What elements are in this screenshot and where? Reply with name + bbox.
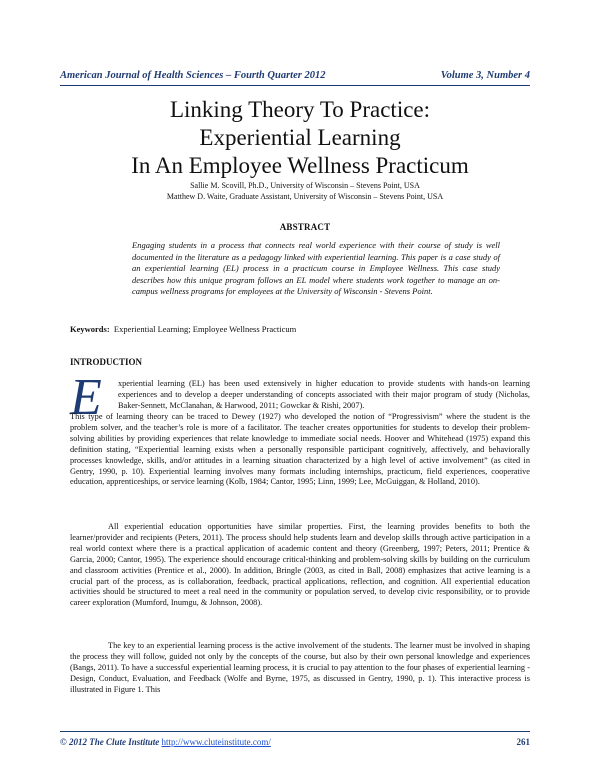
title-line-3: In An Employee Wellness Practicum bbox=[131, 153, 469, 178]
paragraph-3: The key to an experiential learning process is the active involvement of the students. The learner must be involved in shaping the process they will follow, guided not only by the concepts of the course, but also by their own personal knowledge and experiences (Bangs, 2011). To have a successful experiential learning process, it is crucial to pay attention to the four phases of experiential learning - Design, Conduct, Evaluation, and Feedback (Wolfe and Byrne, 1975, as discussed in Gentry, 1990, p. 1). This interactive process is illustrated in Figure 1. This bbox=[70, 641, 530, 694]
abstract-heading: ABSTRACT bbox=[279, 222, 331, 232]
abstract-text: Engaging students in a process that connects real world experience with their course of study is well documented in the literature as a pedagogy linked with experiential learning. This paper is a case study of an experiential learning (EL) process in a practicum course in Employee Wellness. This case study describes how this unique program follows an EL model where students work together to manage an on-campus wellness programs for employees at the University of Wisconsin - Stevens Point. bbox=[132, 240, 500, 297]
introduction-heading: INTRODUCTION bbox=[70, 357, 143, 367]
paper-title bbox=[40, 96, 560, 180]
keywords bbox=[70, 324, 540, 334]
author-2: Matthew D. Waite, Graduate Assistant, University of Wisconsin – Stevens Point, USA bbox=[166, 192, 444, 201]
header-rule bbox=[60, 85, 530, 86]
footer-copyright bbox=[60, 737, 271, 747]
keywords-label: Keywords: bbox=[70, 324, 110, 334]
paragraph-1-first-lines: xperiential learning (EL) has been used extensively in higher education to provide students with hands-on learning experiences and to develop a deeper understanding of concepts associated with their major program of study (Nicholas, Baker-Sennett, McClanahan, & Harwood, 2011; Gowckar & Rishi, 2007). bbox=[118, 379, 530, 410]
journal-header: American Journal of Health Sciences – Fourth Quarter 2012 bbox=[60, 70, 326, 81]
paragraph-1-body: This type of learning theory can be traced to Dewey (1927) who developed the notion of “Progressivism” where the student is the problem solver, and the teacher’s role is more of a facilitator. The teacher creates opportunities for students to develop their problem-solving abilities by providing experiences that relate knowledge to immediate social needs. Hoover and Whitehead (1975) expand this definition stating, “Experiential learning exists when a personally responsible participant cognitively, affectively, and behaviorally processes knowledge, skills, and/or attitudes in a learning situation characterized by a high level of active involvement” (as cited in Gentry, 1990, p. 10). Experiential learning involves many formats including internships, practicum, field experiences, cooperative education, apprenticeships, or service learning (Kolb, 1984; Cantor, 1995; Linn, 1999; Lee, McGuiggan, & Holland, 2010). bbox=[70, 412, 530, 487]
paragraph-2: All experiential education opportunities have similar properties. First, the learning provides benefits to both the learner/provider and recipients (Peters, 2011). The process should help students learn and develop skills through active participation in a real world context where there is a practical application of academic content and theory (Greenberg, 1997; Peters, 2011; Prentice & Garcia, 2000; Cantor, 1995). The experience should encourage critical-thinking and problem-solving skills by building on the curriculum and classroom activities (Prentice et al., 2000). In addition, Bringle (2003, as cited in Ball, 2008) emphasizes that active learning is a crucial part of the process, as is collaboration, feedback, practical applications, reflection, and cognition. All experiential education activities should be structured to meet a real need in the community or population served, to develop civic responsibility, or to provide career exploration (Mumford, Inumgu, & Johnson, 2008). bbox=[70, 522, 530, 608]
author-1: Sallie M. Scovill, Ph.D., University of Wisconsin – Stevens Point, USA bbox=[190, 181, 420, 190]
footer-rule bbox=[60, 731, 530, 732]
volume-header: Volume 3, Number 4 bbox=[440, 70, 530, 81]
title-line-2: Experiential Learning bbox=[199, 125, 401, 150]
copyright-text: © 2012 The Clute Institute bbox=[60, 737, 160, 747]
institute-link[interactable]: http://www.cluteinstitute.com/ bbox=[161, 737, 271, 747]
author-list bbox=[60, 180, 550, 202]
drop-cap: E bbox=[70, 369, 102, 426]
title-line-1: Linking Theory To Practice: bbox=[169, 97, 431, 122]
keywords-text: Experiential Learning; Employee Wellness Practicum bbox=[113, 324, 297, 334]
page-number: 261 bbox=[516, 737, 530, 747]
